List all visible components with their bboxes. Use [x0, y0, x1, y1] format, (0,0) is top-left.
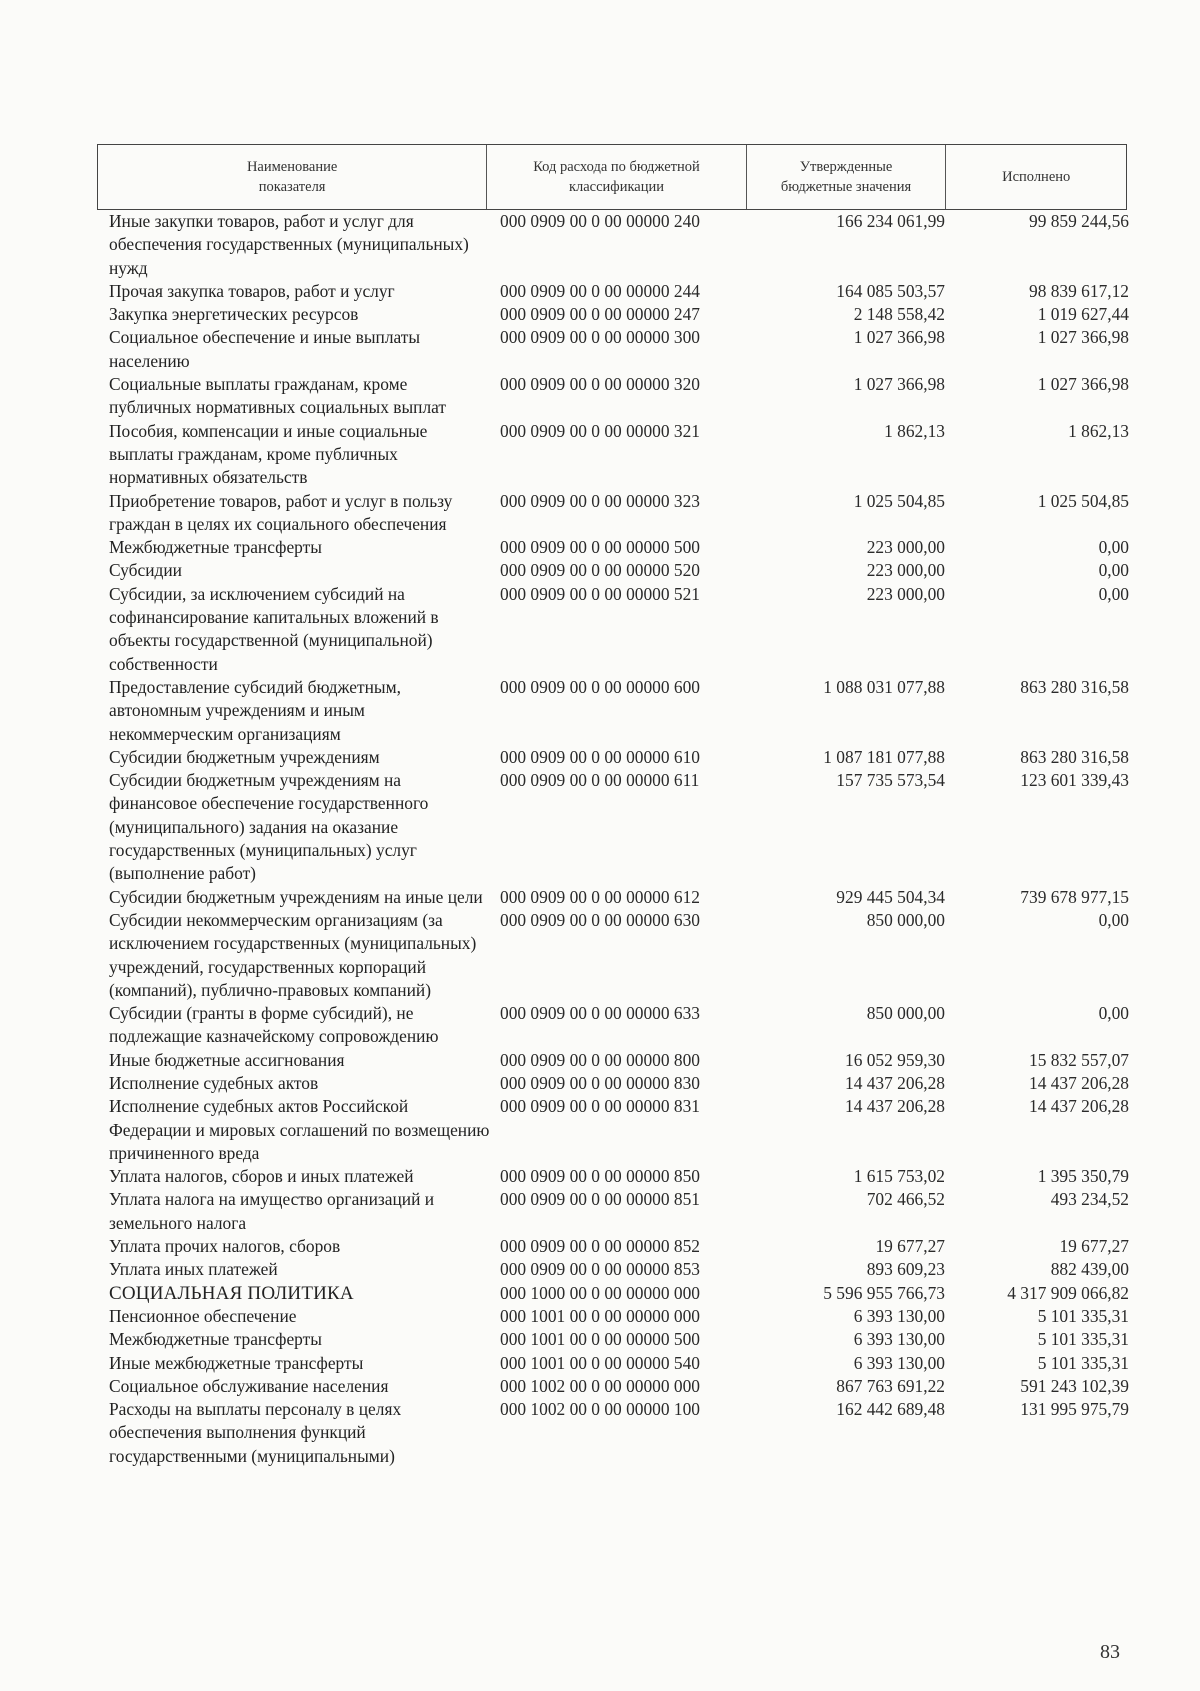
row-executed: 1 862,13: [1068, 420, 1129, 441]
row-name: Уплата налогов, сборов и иных платежей: [109, 1166, 414, 1187]
table-row: [109, 583, 1129, 676]
row-name: Межбюджетные трансферты: [109, 537, 322, 558]
row-approved: 6 393 130,00: [853, 1352, 945, 1373]
table-row: [109, 373, 1129, 420]
row-executed: 0,00: [1098, 583, 1129, 604]
row-code: 000 0909 00 0 00 00000 852: [500, 1236, 700, 1257]
row-approved: 223 000,00: [866, 537, 945, 558]
table-row: [109, 536, 1129, 559]
row-code: 000 0909 00 0 00 00000 630: [500, 909, 700, 930]
table-row: [109, 1352, 1129, 1375]
row-approved: 223 000,00: [866, 583, 945, 604]
header-executed: Исполнено: [1002, 169, 1071, 185]
row-code: 000 0909 00 0 00 00000 850: [500, 1166, 700, 1187]
row-name: Закупка энергетических ресурсов: [109, 304, 359, 325]
row-name: Прочая закупка товаров, работ и услуг: [109, 280, 395, 301]
row-name: Субсидии (гранты в форме субсидий), не подлежащие казначейскому сопровождению: [109, 1003, 439, 1047]
row-code: 000 1001 00 0 00 00000 000: [500, 1305, 700, 1326]
row-name: Субсидии некоммерческим организациям (за исключением государственных (муниципальных) учреждений, государственных корпораций (компаний), публично-правовых компаний): [109, 909, 477, 1000]
table-row: [109, 1305, 1129, 1328]
row-code: 000 0909 00 0 00 00000 247: [500, 304, 700, 325]
row-executed: 19 677,27: [1059, 1236, 1129, 1257]
row-code: 000 1001 00 0 00 00000 500: [500, 1329, 700, 1350]
row-executed: 0,00: [1098, 537, 1129, 558]
row-approved: 1 615 753,02: [853, 1166, 945, 1187]
row-executed: 14 437 206,28: [1029, 1072, 1129, 1093]
row-code: 000 1001 00 0 00 00000 540: [500, 1352, 700, 1373]
row-name: Субсидии бюджетным учреждениям на финансовое обеспечение государственного (муниципального) задания на оказание государственных (муниципальных) услуг (выполнение работ): [109, 770, 429, 884]
row-code: 000 0909 00 0 00 00000 853: [500, 1259, 700, 1280]
row-executed: 1 027 366,98: [1037, 374, 1129, 395]
row-executed: 591 243 102,39: [1020, 1375, 1129, 1396]
table-row: [109, 1049, 1129, 1072]
page-number: 83: [1100, 1641, 1120, 1663]
row-code: 000 0909 00 0 00 00000 612: [500, 886, 700, 907]
row-name: Межбюджетные трансферты: [109, 1329, 322, 1350]
row-code: 000 0909 00 0 00 00000 610: [500, 746, 700, 767]
table-row: [109, 1095, 1129, 1165]
row-executed: 14 437 206,28: [1029, 1096, 1129, 1117]
row-approved: 2 148 558,42: [853, 304, 945, 325]
table-row: [109, 559, 1129, 582]
row-name: Пенсионное обеспечение: [109, 1305, 297, 1326]
row-approved: 1 027 366,98: [853, 374, 945, 395]
row-name: Иные межбюджетные трансферты: [109, 1352, 364, 1373]
row-executed: 739 678 977,15: [1020, 886, 1129, 907]
row-name: Социальное обслуживание населения: [109, 1375, 389, 1396]
row-name: Пособия, компенсации и иные социальные выплаты гражданам, кроме публичных нормативных обязательств: [109, 420, 428, 488]
row-approved: 1 088 031 077,88: [823, 676, 945, 697]
row-code: 000 0909 00 0 00 00000 521: [500, 583, 700, 604]
row-executed: 0,00: [1098, 909, 1129, 930]
table-row: [109, 326, 1129, 373]
table-body: [109, 210, 1129, 1468]
row-executed: 131 995 975,79: [1020, 1399, 1129, 1420]
row-approved: 6 393 130,00: [853, 1329, 945, 1350]
table-row: [109, 1235, 1129, 1258]
table-row: [109, 1328, 1129, 1351]
row-executed: 863 280 316,58: [1020, 746, 1129, 767]
row-approved: 850 000,00: [866, 1003, 945, 1024]
row-executed: 5 101 335,31: [1037, 1329, 1129, 1350]
row-approved: 1 027 366,98: [853, 327, 945, 348]
row-name: Исполнение судебных актов: [109, 1072, 319, 1093]
table-row: [109, 210, 1129, 280]
row-approved: 1 862,13: [884, 420, 945, 441]
row-code: 000 0909 00 0 00 00000 500: [500, 537, 700, 558]
row-executed: 882 439,00: [1050, 1259, 1129, 1280]
row-approved: 157 735 573,54: [836, 770, 945, 791]
row-executed: 5 101 335,31: [1037, 1352, 1129, 1373]
row-executed: 493 234,52: [1050, 1189, 1129, 1210]
row-approved: 14 437 206,28: [845, 1072, 945, 1093]
table-row: [109, 1072, 1129, 1095]
row-executed: 863 280 316,58: [1020, 676, 1129, 697]
table-row: [109, 420, 1129, 490]
table-row: [109, 280, 1129, 303]
row-executed: 0,00: [1098, 1003, 1129, 1024]
table-row: [109, 769, 1129, 885]
row-approved: 162 442 689,48: [836, 1399, 945, 1420]
row-approved: 223 000,00: [866, 560, 945, 581]
row-approved: 16 052 959,30: [845, 1049, 945, 1070]
row-name: Субсидии, за исключением субсидий на софинансирование капитальных вложений в объекты государственной (муниципальной) собственности: [109, 583, 439, 674]
row-code: 000 0909 00 0 00 00000 300: [500, 327, 700, 348]
row-executed: 1 395 350,79: [1037, 1166, 1129, 1187]
row-name: Уплата налога на имущество организаций и земельного налога: [109, 1189, 435, 1233]
row-code: 000 0909 00 0 00 00000 831: [500, 1096, 700, 1117]
row-code: 000 0909 00 0 00 00000 600: [500, 676, 700, 697]
row-approved: 166 234 061,99: [836, 211, 945, 231]
row-executed: 123 601 339,43: [1020, 770, 1129, 791]
row-code: 000 0909 00 0 00 00000 830: [500, 1072, 700, 1093]
table-row: [109, 1282, 1129, 1305]
row-code: 000 1000 00 0 00 00000 000: [500, 1282, 700, 1303]
row-approved: 1 087 181 077,88: [823, 746, 945, 767]
row-executed: 0,00: [1098, 560, 1129, 581]
row-code: 000 0909 00 0 00 00000 244: [500, 280, 700, 301]
row-approved: 867 763 691,22: [836, 1375, 945, 1396]
table-row: [109, 1002, 1129, 1049]
header-code: Код расхода по бюджетной классификации: [487, 145, 747, 209]
row-approved: 19 677,27: [875, 1236, 945, 1257]
table-row: [109, 909, 1129, 1002]
row-code: 000 0909 00 0 00 00000 633: [500, 1003, 700, 1024]
row-approved: 893 609,23: [866, 1259, 945, 1280]
row-code: 000 0909 00 0 00 00000 320: [500, 374, 700, 395]
row-code: 000 1002 00 0 00 00000 100: [500, 1399, 700, 1420]
header-name: Наименование показателя: [98, 145, 487, 209]
row-name: Исполнение судебных актов Российской Федерации и мировых соглашений по возмещению причиненного вреда: [109, 1096, 490, 1163]
row-approved: 164 085 503,57: [836, 280, 945, 301]
row-code: 000 0909 00 0 00 00000 800: [500, 1049, 700, 1070]
row-name: Субсидии: [109, 560, 182, 581]
row-name: Предоставление субсидий бюджетным, автономным учреждениям и иным некоммерческим организациям: [109, 676, 401, 744]
row-executed: 1 019 627,44: [1037, 304, 1129, 325]
table-row: [109, 1258, 1129, 1281]
row-name: Социальное обеспечение и иные выплаты населению: [109, 327, 421, 371]
header-approved: Утвержденные бюджетные значения: [747, 145, 947, 209]
row-code: 000 0909 00 0 00 00000 851: [500, 1189, 700, 1210]
row-approved: 6 393 130,00: [853, 1305, 945, 1326]
table-row: [109, 1188, 1129, 1235]
row-approved: 929 445 504,34: [836, 886, 945, 907]
row-name: Субсидии бюджетным учреждениям: [109, 746, 380, 767]
row-code: 000 0909 00 0 00 00000 323: [500, 490, 700, 511]
row-executed: 98 839 617,12: [1029, 280, 1129, 301]
row-name: СОЦИАЛЬНАЯ ПОЛИТИКА: [109, 1282, 354, 1304]
row-name: Иные бюджетные ассигнования: [109, 1049, 345, 1070]
row-executed: 1 027 366,98: [1037, 327, 1129, 348]
row-name: Иные закупки товаров, работ и услуг для обеспечения государственных (муниципальных) нужд: [109, 211, 469, 278]
row-approved: 850 000,00: [866, 909, 945, 930]
row-executed: 99 859 244,56: [1029, 211, 1129, 231]
row-name: Уплата иных платежей: [109, 1259, 278, 1280]
row-name: Социальные выплаты гражданам, кроме публичных нормативных социальных выплат: [109, 374, 446, 418]
table-row: [109, 1165, 1129, 1188]
table-header: [97, 144, 1127, 210]
row-name: Приобретение товаров, работ и услуг в пользу граждан в целях их социального обеспечения: [109, 490, 453, 534]
row-code: 000 0909 00 0 00 00000 240: [500, 211, 700, 231]
table-row: [109, 676, 1129, 746]
table-row: [109, 1375, 1129, 1398]
table-row: [109, 303, 1129, 326]
row-code: 000 0909 00 0 00 00000 520: [500, 560, 700, 581]
row-executed: 1 025 504,85: [1037, 490, 1129, 511]
row-executed: 4 317 909 066,82: [1007, 1282, 1129, 1303]
row-approved: 14 437 206,28: [845, 1096, 945, 1117]
table-row: [109, 886, 1129, 909]
row-name: Субсидии бюджетным учреждениям на иные цели: [109, 886, 483, 907]
row-code: 000 1002 00 0 00 00000 000: [500, 1375, 700, 1396]
table-row: [109, 746, 1129, 769]
row-approved: 702 466,52: [866, 1189, 945, 1210]
row-executed: 5 101 335,31: [1037, 1305, 1129, 1326]
row-name: Расходы на выплаты персоналу в целях обеспечения выполнения функций государственными (муниципальными): [109, 1399, 402, 1466]
row-approved: 1 025 504,85: [853, 490, 945, 511]
row-executed: 15 832 557,07: [1029, 1049, 1129, 1070]
row-name: Уплата прочих налогов, сборов: [109, 1236, 341, 1257]
table-row: [109, 490, 1129, 537]
row-code: 000 0909 00 0 00 00000 611: [500, 770, 700, 791]
row-code: 000 0909 00 0 00 00000 321: [500, 420, 700, 441]
table-row: [109, 1398, 1129, 1468]
row-approved: 5 596 955 766,73: [823, 1282, 945, 1303]
